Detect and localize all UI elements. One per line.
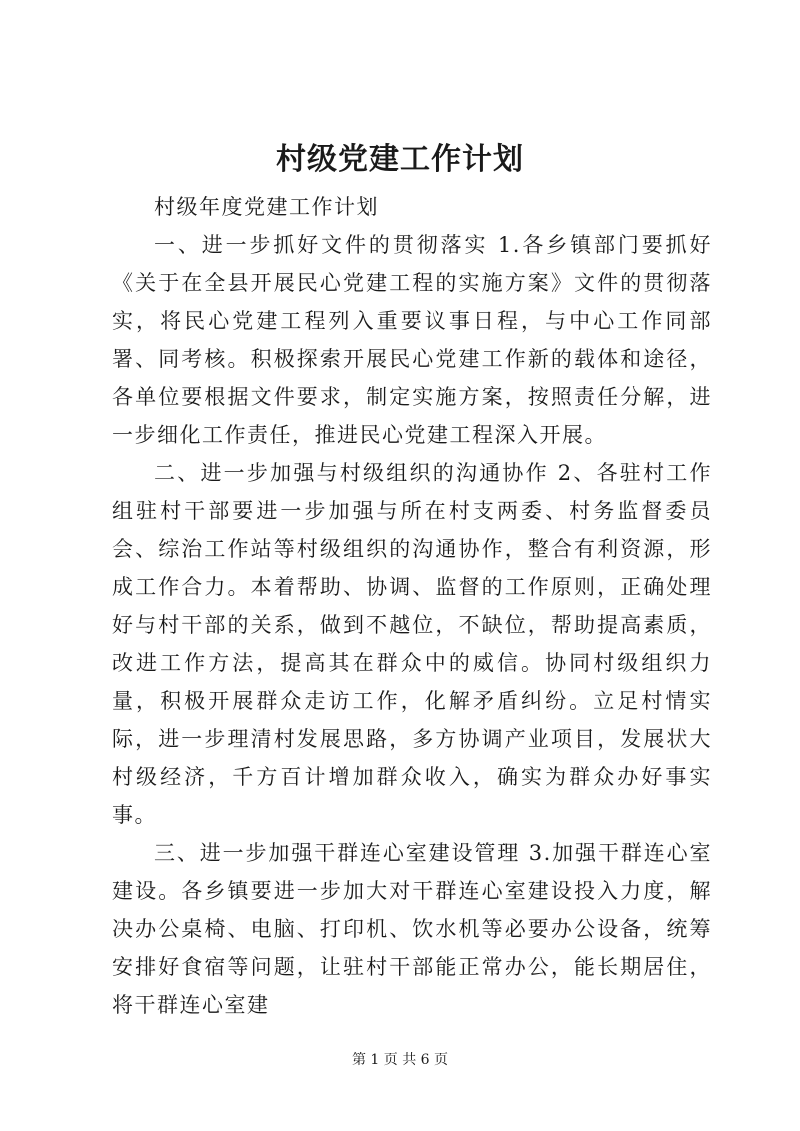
document-body — [112, 188, 712, 1024]
document-title: 村级党建工作计划 — [276, 142, 524, 177]
page-indicator: 第 1 页 共 6 页 — [351, 1052, 449, 1068]
paragraph-1: 一、进一步抓好文件的贯彻落实 1.各乡镇部门要抓好《关于在全县开展民心党建工程的实施方案》文件的贯彻落实，将民心党建工程列入重要议事日程，与中心工作同部署、同考核。积极探索开展民心党建工作新的载体和途径，各单位要根据文件要求，制定实施方案，按照责任分解，进一步细化工作责任，推进民心党建工程深入开展。 — [112, 233, 712, 447]
document-subtitle: 村级年度党建工作计划 — [154, 195, 379, 219]
paragraph-2: 二、进一步加强与村级组织的沟通协作 2、各驻村工作组驻村干部要进一步加强与所在村支两委、村务监督委员会、综治工作站等村级组织的沟通协作，整合有利资源，形成工作合力。本着帮助、协调、监督的工作原则，正确处理好与村干部的关系，做到不越位，不缺位，帮助提高素质，改进工作方法，提高其在群众中的威信。协同村级组织力量，积极开展群众走访工作，化解矛盾纠纷。立足村情实际，进一步理清村发展思路，多方协调产业项目，发展状大村级经济，千方百计增加群众收入，确实为群众办好事实事。 — [112, 461, 712, 827]
paragraph-3: 三、进一步加强干群连心室建设管理 3.加强干群连心室建设。各乡镇要进一步加大对干群连心室建设投入力度，解决办公桌椅、电脑、打印机、饮水机等必要办公设备，统筹安排好食宿等问题，让驻村干部能正常办公，能长期居住，将干群连心室建 — [112, 841, 712, 1017]
